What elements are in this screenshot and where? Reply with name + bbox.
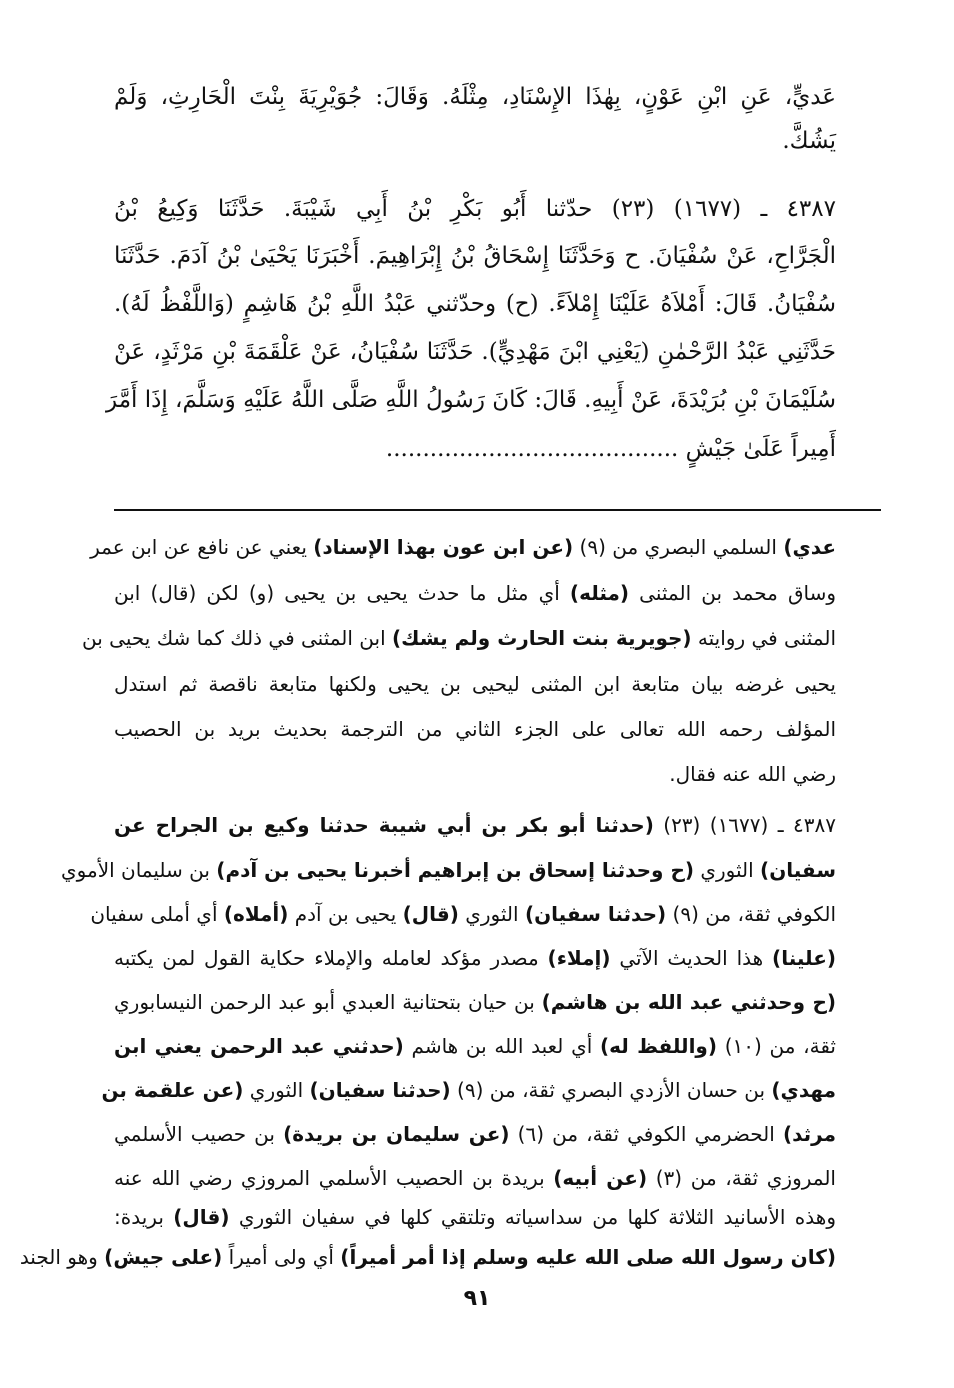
commentary-line: المروزي ثقة، من (٣) (عن أبيه) بريدة بن الحصيب الأسلمي المروزي رضي الله عنه: [114, 1166, 836, 1190]
commentary-line: ثقة، من (١٠) (واللفظ له) أي لعبد الله بن هاشم (حدثني عبد الرحمن يعني ابن: [114, 1034, 837, 1058]
commentary-line: يحيى غرضه بيان متابعة ابن المثنى ليحيى بن يحيى ولكنها متابعة ناقصة ثم استدل: [114, 672, 836, 696]
commentary-line: مهدي) بن حسان الأزدي البصري ثقة، من (٩) (حدثنا سفيان) الثوري (عن علقمة بن: [101, 1078, 836, 1102]
main-line: يَشُكَّ.: [782, 128, 836, 154]
main-line: الْجَرَّاحِ، عَنْ سُفْيَانَ. ح وَحَدَّثَنَا إِسْحَاقُ بْنُ إِبْرَاهِيمَ. أَخْبَرَنَا يَحْيَىٰ بْنُ آدَمَ. حَدَّثَنَا: [114, 243, 836, 269]
main-line: ٤٣٨٧ ـ (١٦٧٧) (٢٣) حدّثنا أَبُو بَكْرِ بْنُ أَبِي شَيْبَةَ. حَدَّثَنَا وَكِيعُ بْنُ: [114, 196, 836, 222]
commentary-line: وهذه الأسانيد الثلاثة كلها من سداسياته وتلتقي كلها في سفيان الثوري (قال) بريدة:: [114, 1205, 836, 1229]
commentary-line: (كان رسول الله صلى الله عليه وسلم إذا أمر أميراً) أي ولى أميراً (على جيش) وهو الجند: [19, 1245, 836, 1269]
commentary-line: الكوفي ثقة، من (٩) (حدثنا سفيان) الثوري (قال) يحيى بن آدم (أملاه) أي أملى سفيان: [90, 902, 836, 926]
footnote-divider: [114, 509, 881, 511]
commentary-line: ٤٣٨٧ ـ (١٦٧٧) (٢٣) (حدثنا أبو بكر بن أبي شيبة حدثنا وكيع بن الجراح عن: [114, 813, 836, 837]
commentary-line: وساق محمد بن المثنى (مثله) أي مثل ما حدث يحيى بن يحيى (و) لكن (قال) ابن: [114, 581, 837, 605]
main-line: سُفْيَانُ. قَالَ: أَمْلاَهُ عَلَيْنَا إِمْلاَءً. (ح) وحدّثني عَبْدُ اللَّهِ بْنُ هَاشِمٍ (وَاللَّفْظُ لَهُ).: [114, 291, 836, 317]
commentary-line: عدي) السلمي البصري من (٩) (عن ابن عون بهذا الإسناد) يعني عن نافع عن ابن عمر: [90, 535, 836, 559]
commentary-line: (ح وحدثني عبد الله بن هاشم) بن حيان بتحتانية العبدي أبو عبد الرحمن النيسابوري: [114, 990, 837, 1014]
commentary-line: المؤلف رحمه الله تعالى على الجزء الثاني من الترجمة بحديث بريد بن الحصيب: [114, 717, 836, 741]
main-line: حَدَّثَنِي عَبْدُ الرَّحْمٰنِ (يَعْنِي ابْنَ مَهْدِيٍّ). حَدَّثَنَا سُفْيَانُ، عَنْ عَلْقَمَةَ بْنِ مَرْثَدٍ، عَنْ: [114, 339, 836, 365]
main-line: سُلَيْمَانَ بْنِ بُرَيْدَةَ، عَنْ أَبِيهِ. قَالَ: كَانَ رَسُولُ اللَّهِ صَلَّى اللَّهُ عَلَيْهِ وَسَلَّمَ، إِذَا أَمَّرَ: [106, 387, 836, 413]
commentary-line: سفيان) الثوري (ح وحدثنا إسحاق بن إبراهيم أخبرنا يحيى بن آدم) بن سليمان الأموي: [61, 858, 836, 882]
page-number: ٩١: [463, 1286, 491, 1311]
commentary-line: المثنى في روايته (جويرية بنت الحارث ولم يشك) ابن المثنى في ذلك كما شك يحيى بن: [82, 626, 836, 650]
commentary-line: (علينا) هذا الحديث الآتي (إملاء) مصدر مؤكد لعامله والإملاء حكاية القول لمن يكتبه: [114, 946, 836, 970]
main-line: أَمِيراً عَلَىٰ جَيْشٍ ........................................: [385, 436, 836, 462]
commentary-line: مرثد) الحضرمي الكوفي ثقة، من (٦) (عن سليمان بن بريدة) بن حصيب الأسلمي: [114, 1122, 836, 1146]
main-line: عَديٍّ، عَنِ ابْنِ عَوْنٍ، بِهٰذَا الإِسْنَادِ، مِثْلَهُ. وَقَالَ: جُوَيْرِيَةَ بِنْتَ الْحَارِثِ، وَلَمْ: [114, 84, 836, 110]
commentary-line: رضي الله عنه فقال.: [669, 762, 836, 786]
